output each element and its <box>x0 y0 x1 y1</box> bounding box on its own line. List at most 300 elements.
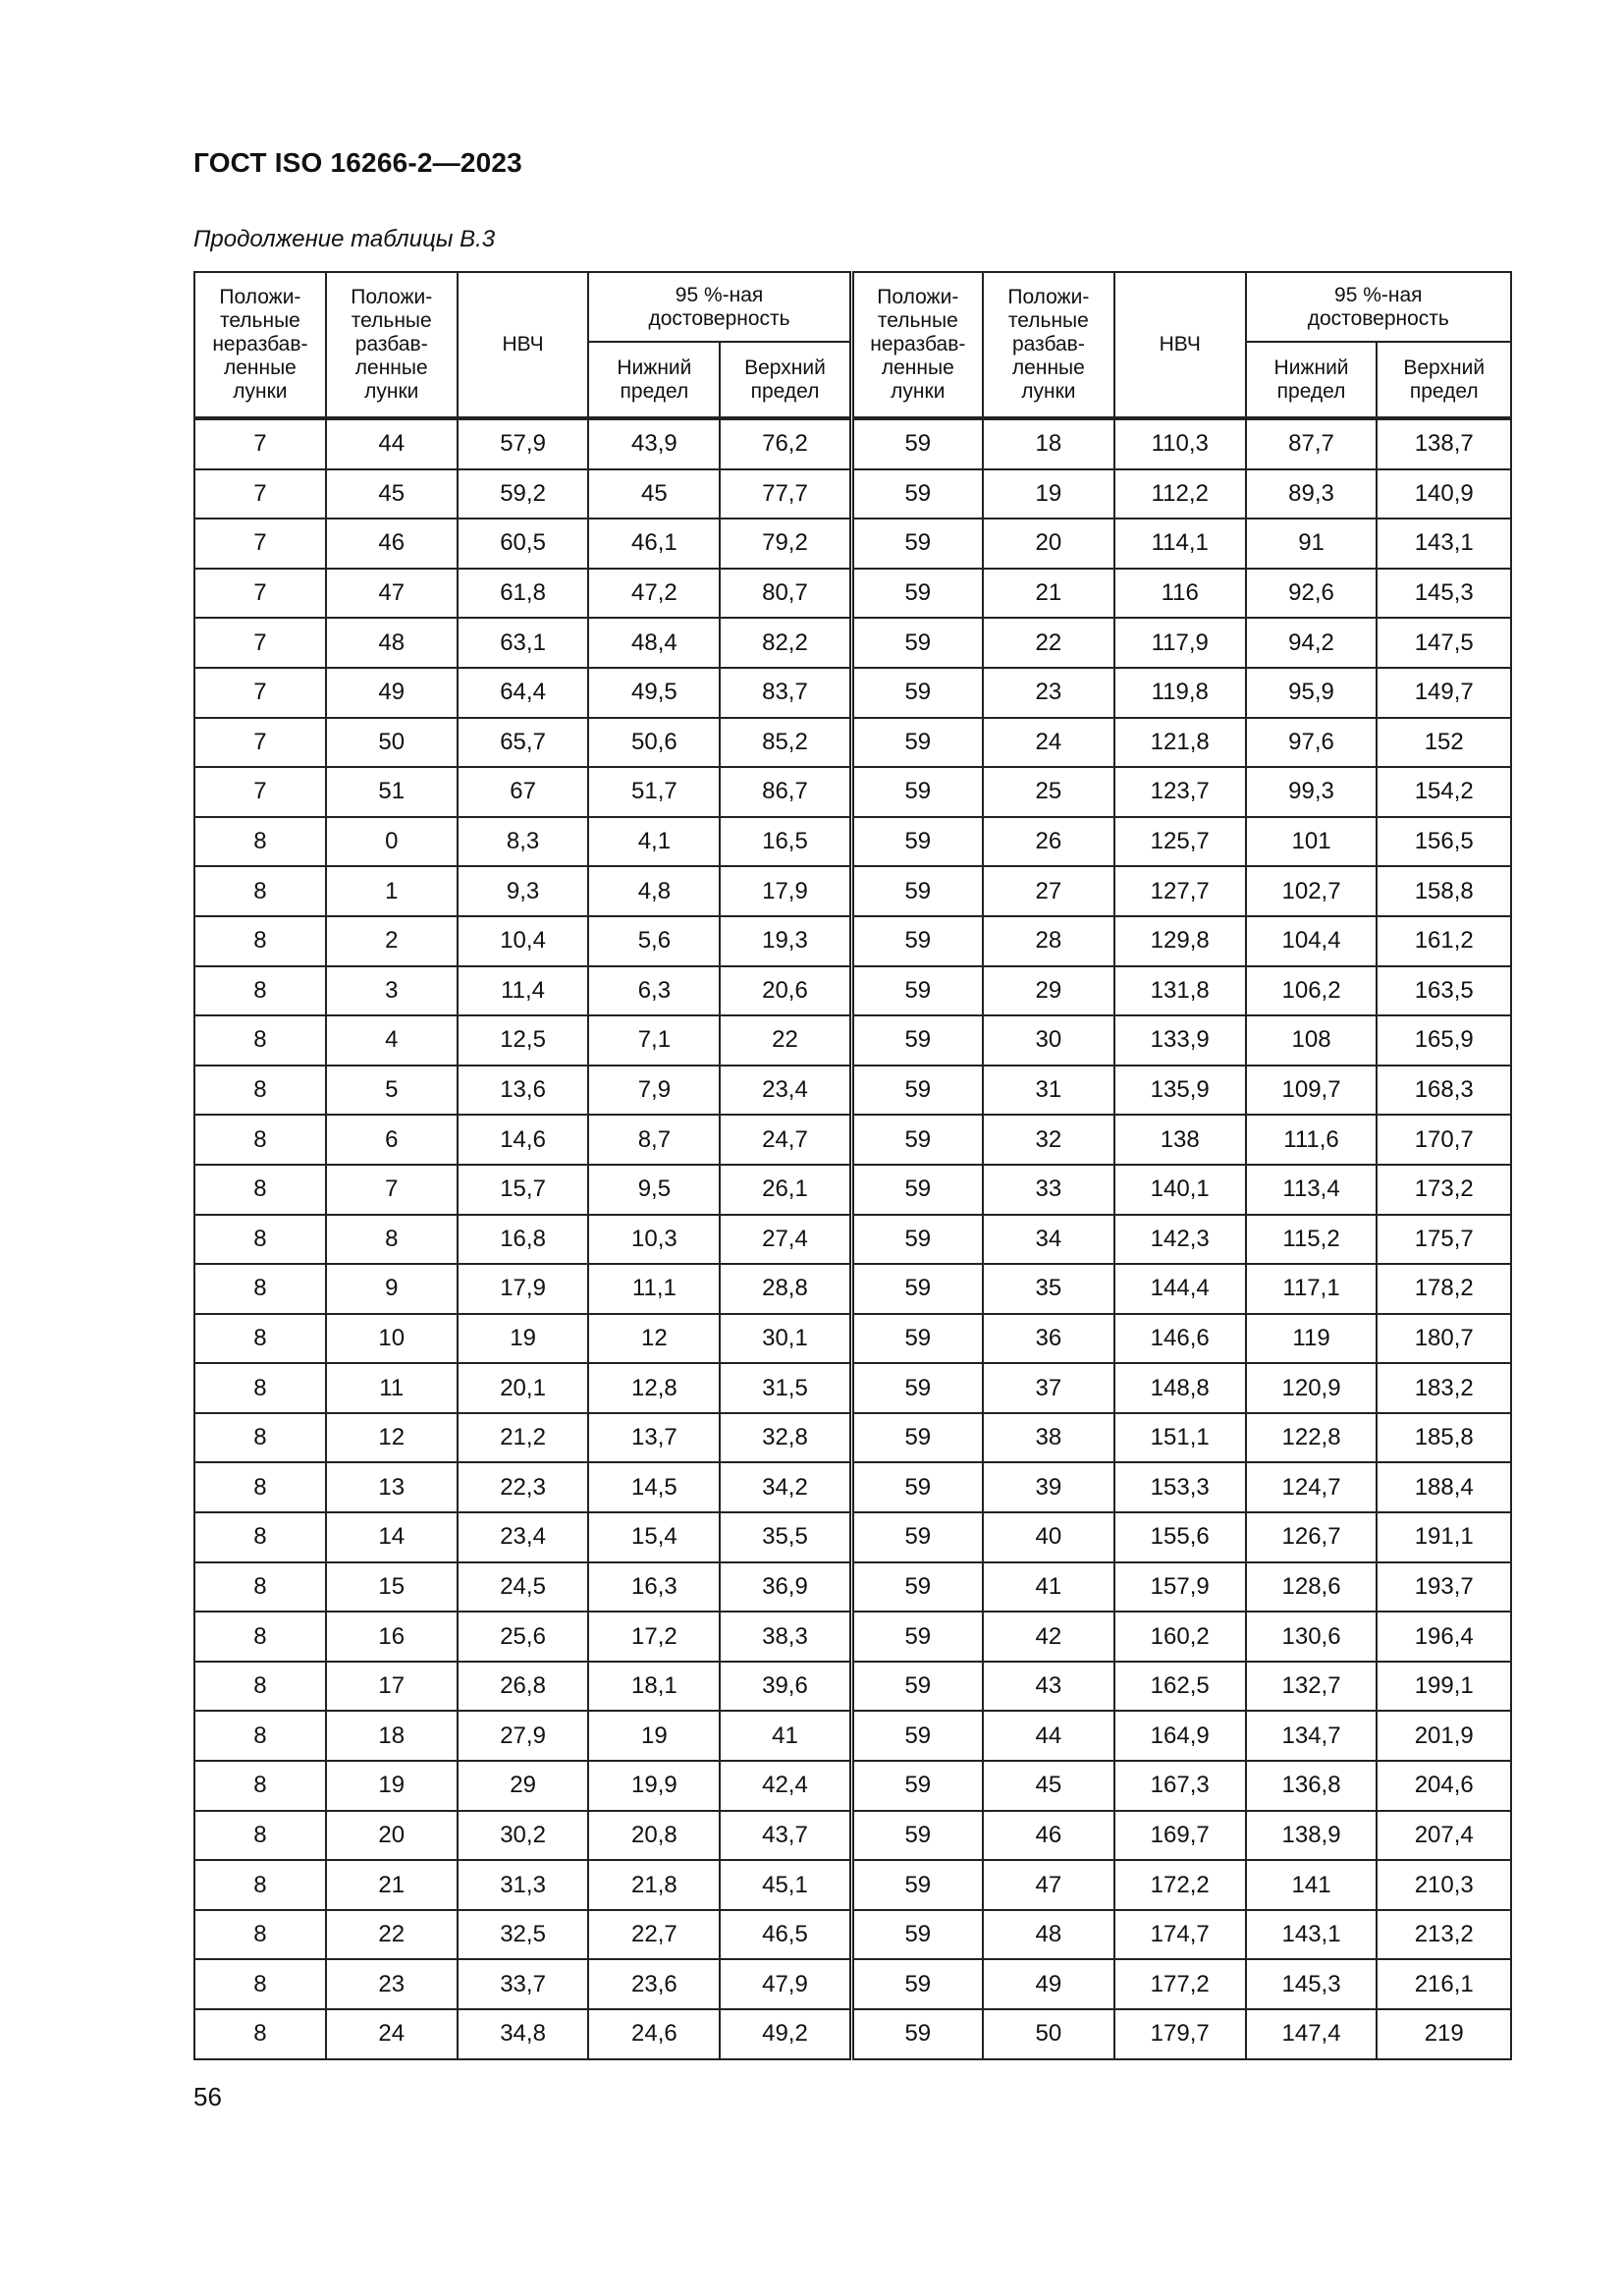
table-cell: 144,4 <box>1114 1264 1246 1314</box>
table-cell: 89,3 <box>1246 469 1378 519</box>
table-cell: 8 <box>194 1761 326 1811</box>
table-cell: 47 <box>326 569 458 619</box>
table-cell: 163,5 <box>1377 966 1511 1016</box>
table-cell: 32,5 <box>458 1910 589 1960</box>
table-cell: 59 <box>851 1910 983 1960</box>
table-cell: 8 <box>194 1215 326 1265</box>
table-cell: 45 <box>983 1761 1114 1811</box>
table-cell: 17,2 <box>588 1612 720 1662</box>
table-cell: 119,8 <box>1114 668 1246 718</box>
table-cell: 46 <box>326 519 458 569</box>
table-cell: 119 <box>1246 1314 1378 1364</box>
table-cell: 85,2 <box>720 718 851 768</box>
table-cell: 17,9 <box>720 866 851 916</box>
table-cell: 8 <box>194 866 326 916</box>
table-cell: 0 <box>326 817 458 867</box>
table-cell: 128,6 <box>1246 1562 1378 1613</box>
table-cell: 172,2 <box>1114 1860 1246 1910</box>
table-cell: 21,2 <box>458 1413 589 1463</box>
table-cell: 16 <box>326 1612 458 1662</box>
table-cell: 8 <box>194 1512 326 1562</box>
table-cell: 19 <box>588 1711 720 1761</box>
table-cell: 201,9 <box>1377 1711 1511 1761</box>
table-cell: 12,8 <box>588 1363 720 1413</box>
table-row <box>194 1811 1511 1861</box>
table-row <box>194 1910 1511 1960</box>
table-cell: 59 <box>851 668 983 718</box>
table-cell: 12 <box>588 1314 720 1364</box>
table-cell: 213,2 <box>1377 1910 1511 1960</box>
table-cell: 28 <box>983 916 1114 966</box>
table-row <box>194 817 1511 867</box>
table-cell: 67 <box>458 767 589 817</box>
table-cell: 193,7 <box>1377 1562 1511 1613</box>
table-cell: 47,2 <box>588 569 720 619</box>
table-caption: Продолжение таблицы В.3 <box>193 226 496 252</box>
table-cell: 59 <box>851 1314 983 1364</box>
table-cell: 188,4 <box>1377 1462 1511 1512</box>
table-cell: 8 <box>194 2009 326 2059</box>
table-cell: 19,3 <box>720 916 851 966</box>
table-cell: 117,1 <box>1246 1264 1378 1314</box>
table-cell: 4,1 <box>588 817 720 867</box>
table-cell: 61,8 <box>458 569 589 619</box>
table-cell: 24,7 <box>720 1115 851 1165</box>
table-cell: 7 <box>194 618 326 668</box>
table-cell: 24,5 <box>458 1562 589 1613</box>
table-cell: 8 <box>194 1662 326 1712</box>
table-body <box>194 418 1511 2059</box>
table-cell: 131,8 <box>1114 966 1246 1016</box>
table-cell: 59 <box>851 1711 983 1761</box>
table-cell: 16,5 <box>720 817 851 867</box>
table-cell: 31 <box>983 1066 1114 1116</box>
table-cell: 24 <box>983 718 1114 768</box>
table-cell: 59 <box>851 618 983 668</box>
table-cell: 13,7 <box>588 1413 720 1463</box>
table-cell: 8,7 <box>588 1115 720 1165</box>
header-positive-diluted-1: Положи- тельные разбав- ленные лунки <box>326 272 458 418</box>
table-cell: 27,9 <box>458 1711 589 1761</box>
table-cell: 19,9 <box>588 1761 720 1811</box>
table-cell: 59 <box>851 1165 983 1215</box>
table-cell: 32 <box>983 1115 1114 1165</box>
table-cell: 152 <box>1377 718 1511 768</box>
table-cell: 22,3 <box>458 1462 589 1512</box>
table-cell: 219 <box>1377 2009 1511 2059</box>
table-cell: 108 <box>1246 1015 1378 1066</box>
header-positive-diluted-2: Положи- тельные разбав- ленные лунки <box>983 272 1114 418</box>
table-cell: 207,4 <box>1377 1811 1511 1861</box>
table-cell: 7 <box>194 767 326 817</box>
table-cell: 59 <box>851 2009 983 2059</box>
table-cell: 132,7 <box>1246 1662 1378 1712</box>
table-cell: 43,9 <box>588 418 720 469</box>
table-cell: 15,7 <box>458 1165 589 1215</box>
table-cell: 101 <box>1246 817 1378 867</box>
table-cell: 59 <box>851 418 983 469</box>
table-cell: 3 <box>326 966 458 1016</box>
table-cell: 5,6 <box>588 916 720 966</box>
table-cell: 117,9 <box>1114 618 1246 668</box>
table-row <box>194 1115 1511 1165</box>
table-cell: 20 <box>983 519 1114 569</box>
table-cell: 33,7 <box>458 1959 589 2009</box>
table-cell: 165,9 <box>1377 1015 1511 1066</box>
table-cell: 196,4 <box>1377 1612 1511 1662</box>
table-cell: 59 <box>851 1363 983 1413</box>
table-cell: 59 <box>851 1215 983 1265</box>
table-cell: 20,8 <box>588 1811 720 1861</box>
table-cell: 27 <box>983 866 1114 916</box>
table-cell: 8 <box>194 1314 326 1364</box>
table-cell: 8 <box>326 1215 458 1265</box>
table-cell: 49 <box>326 668 458 718</box>
table-cell: 22,7 <box>588 1910 720 1960</box>
table-cell: 16,3 <box>588 1562 720 1613</box>
table-cell: 31,3 <box>458 1860 589 1910</box>
table-cell: 47 <box>983 1860 1114 1910</box>
table-row <box>194 1314 1511 1364</box>
table-cell: 120,9 <box>1246 1363 1378 1413</box>
table-cell: 18 <box>983 418 1114 469</box>
table-cell: 57,9 <box>458 418 589 469</box>
table-cell: 59 <box>851 1662 983 1712</box>
page-number: 56 <box>193 2082 222 2111</box>
table-row <box>194 1662 1511 1712</box>
table-cell: 59 <box>851 569 983 619</box>
table-cell: 12 <box>326 1413 458 1463</box>
table-cell: 29 <box>458 1761 589 1811</box>
table-cell: 91 <box>1246 519 1378 569</box>
table-row <box>194 1462 1511 1512</box>
table-cell: 18 <box>326 1711 458 1761</box>
table-row <box>194 418 1511 469</box>
table-cell: 64,4 <box>458 668 589 718</box>
table-cell: 142,3 <box>1114 1215 1246 1265</box>
table-cell: 49,5 <box>588 668 720 718</box>
table-cell: 23,6 <box>588 1959 720 2009</box>
table-cell: 44 <box>983 1711 1114 1761</box>
table-cell: 210,3 <box>1377 1860 1511 1910</box>
table-cell: 111,6 <box>1246 1115 1378 1165</box>
table-header <box>194 272 1511 418</box>
table-row <box>194 866 1511 916</box>
table-cell: 4,8 <box>588 866 720 916</box>
table-cell: 162,5 <box>1114 1662 1246 1712</box>
table-cell: 59,2 <box>458 469 589 519</box>
table-cell: 23,4 <box>720 1066 851 1116</box>
table-cell: 156,5 <box>1377 817 1511 867</box>
table-cell: 130,6 <box>1246 1612 1378 1662</box>
table-cell: 95,9 <box>1246 668 1378 718</box>
table-cell: 7 <box>194 668 326 718</box>
table-cell: 59 <box>851 1015 983 1066</box>
table-cell: 59 <box>851 1462 983 1512</box>
table-cell: 39,6 <box>720 1662 851 1712</box>
table-cell: 41 <box>983 1562 1114 1613</box>
table-cell: 50 <box>326 718 458 768</box>
header-upper-2: Верхний предел <box>1377 342 1511 418</box>
table-cell: 114,1 <box>1114 519 1246 569</box>
table-cell: 59 <box>851 1811 983 1861</box>
table-cell: 43 <box>983 1662 1114 1712</box>
table-cell: 8,3 <box>458 817 589 867</box>
table-cell: 25,6 <box>458 1612 589 1662</box>
table-cell: 153,3 <box>1114 1462 1246 1512</box>
table-cell: 34,2 <box>720 1462 851 1512</box>
table-cell: 35 <box>983 1264 1114 1314</box>
table-cell: 14 <box>326 1512 458 1562</box>
table-row <box>194 1264 1511 1314</box>
table-cell: 178,2 <box>1377 1264 1511 1314</box>
table-row <box>194 966 1511 1016</box>
table-cell: 6,3 <box>588 966 720 1016</box>
table-cell: 8 <box>194 1066 326 1116</box>
table-cell: 140,1 <box>1114 1165 1246 1215</box>
table-cell: 35,5 <box>720 1512 851 1562</box>
table-cell: 10,4 <box>458 916 589 966</box>
table-cell: 113,4 <box>1246 1165 1378 1215</box>
table-cell: 21 <box>983 569 1114 619</box>
header-confidence-2: 95 %-ная достоверность <box>1246 272 1511 342</box>
table-cell: 80,7 <box>720 569 851 619</box>
table-cell: 143,1 <box>1246 1910 1378 1960</box>
table-cell: 29 <box>983 966 1114 1016</box>
table-cell: 59 <box>851 817 983 867</box>
table-cell: 112,2 <box>1114 469 1246 519</box>
table-cell: 25 <box>983 767 1114 817</box>
table-cell: 10 <box>326 1314 458 1364</box>
table-cell: 14,6 <box>458 1115 589 1165</box>
table-row <box>194 519 1511 569</box>
header-positive-undiluted-2: Положи- тельные неразбав- ленные лунки <box>851 272 983 418</box>
table-cell: 20,6 <box>720 966 851 1016</box>
table-cell: 140,9 <box>1377 469 1511 519</box>
table-row <box>194 1215 1511 1265</box>
table-cell: 199,1 <box>1377 1662 1511 1712</box>
table-cell: 48 <box>983 1910 1114 1960</box>
table-cell: 59 <box>851 1761 983 1811</box>
table-cell: 155,6 <box>1114 1512 1246 1562</box>
table-cell: 65,7 <box>458 718 589 768</box>
table-cell: 30 <box>983 1015 1114 1066</box>
table-cell: 19 <box>983 469 1114 519</box>
table-cell: 87,7 <box>1246 418 1378 469</box>
table-row <box>194 469 1511 519</box>
table-cell: 123,7 <box>1114 767 1246 817</box>
table-cell: 1 <box>326 866 458 916</box>
table-cell: 59 <box>851 1413 983 1463</box>
table-cell: 47,9 <box>720 1959 851 2009</box>
table-cell: 115,2 <box>1246 1215 1378 1265</box>
table-cell: 154,2 <box>1377 767 1511 817</box>
table-row <box>194 668 1511 718</box>
document-code: ГОСТ ISO 16266-2—2023 <box>193 147 522 178</box>
table-row <box>194 1066 1511 1116</box>
table-row <box>194 1711 1511 1761</box>
header-upper-1: Верхний предел <box>720 342 851 418</box>
table-cell: 49,2 <box>720 2009 851 2059</box>
table-cell: 8 <box>194 1115 326 1165</box>
table-cell: 59 <box>851 1860 983 1910</box>
table-cell: 125,7 <box>1114 817 1246 867</box>
header-confidence-1: 95 %-ная достоверность <box>588 272 851 342</box>
table-cell: 59 <box>851 718 983 768</box>
table-cell: 22 <box>326 1910 458 1960</box>
table-cell: 5 <box>326 1066 458 1116</box>
table-cell: 59 <box>851 916 983 966</box>
table-cell: 9,5 <box>588 1165 720 1215</box>
table-cell: 104,4 <box>1246 916 1378 966</box>
table-cell: 82,2 <box>720 618 851 668</box>
table-cell: 51 <box>326 767 458 817</box>
table-cell: 94,2 <box>1246 618 1378 668</box>
table-cell: 46 <box>983 1811 1114 1861</box>
header-lower-2: Нижний предел <box>1246 342 1378 418</box>
table-cell: 8 <box>194 916 326 966</box>
table-cell: 44 <box>326 418 458 469</box>
table-row <box>194 1512 1511 1562</box>
table-cell: 11,1 <box>588 1264 720 1314</box>
table-cell: 22 <box>983 618 1114 668</box>
table-cell: 31,5 <box>720 1363 851 1413</box>
table-row <box>194 1761 1511 1811</box>
table-cell: 30,2 <box>458 1811 589 1861</box>
table-cell: 158,8 <box>1377 866 1511 916</box>
table-cell: 175,7 <box>1377 1215 1511 1265</box>
table-cell: 12,5 <box>458 1015 589 1066</box>
table-cell: 45 <box>326 469 458 519</box>
table-cell: 8 <box>194 1165 326 1215</box>
table-row <box>194 618 1511 668</box>
table-cell: 39 <box>983 1462 1114 1512</box>
table-cell: 147,4 <box>1246 2009 1378 2059</box>
table-row <box>194 1413 1511 1463</box>
table-cell: 59 <box>851 866 983 916</box>
table-cell: 21 <box>326 1860 458 1910</box>
table-cell: 63,1 <box>458 618 589 668</box>
table-cell: 147,5 <box>1377 618 1511 668</box>
table-cell: 136,8 <box>1246 1761 1378 1811</box>
table-cell: 8 <box>194 1462 326 1512</box>
table-cell: 7 <box>194 519 326 569</box>
table-cell: 7,1 <box>588 1015 720 1066</box>
table-cell: 7 <box>194 418 326 469</box>
table-cell: 168,3 <box>1377 1066 1511 1116</box>
table-cell: 26,1 <box>720 1165 851 1215</box>
table-cell: 41 <box>720 1711 851 1761</box>
table-cell: 49 <box>983 1959 1114 2009</box>
table-cell: 59 <box>851 1066 983 1116</box>
table-cell: 191,1 <box>1377 1512 1511 1562</box>
table-cell: 7,9 <box>588 1066 720 1116</box>
table-cell: 59 <box>851 1264 983 1314</box>
table-cell: 17 <box>326 1662 458 1712</box>
table-cell: 7 <box>194 718 326 768</box>
table-cell: 8 <box>194 1015 326 1066</box>
table-cell: 38 <box>983 1413 1114 1463</box>
table-cell: 28,8 <box>720 1264 851 1314</box>
table-cell: 109,7 <box>1246 1066 1378 1116</box>
table-cell: 59 <box>851 469 983 519</box>
table-cell: 76,2 <box>720 418 851 469</box>
table-cell: 24,6 <box>588 2009 720 2059</box>
table-cell: 167,3 <box>1114 1761 1246 1811</box>
table-cell: 6 <box>326 1115 458 1165</box>
table-cell: 15,4 <box>588 1512 720 1562</box>
table-row <box>194 2009 1511 2059</box>
table-cell: 122,8 <box>1246 1413 1378 1463</box>
table-cell: 59 <box>851 1512 983 1562</box>
table-cell: 10,3 <box>588 1215 720 1265</box>
table-cell: 48 <box>326 618 458 668</box>
table-cell: 48,4 <box>588 618 720 668</box>
table-cell: 7 <box>326 1165 458 1215</box>
table-row <box>194 1959 1511 2009</box>
table-cell: 124,7 <box>1246 1462 1378 1512</box>
table-cell: 60,5 <box>458 519 589 569</box>
table-cell: 157,9 <box>1114 1562 1246 1613</box>
table-cell: 8 <box>194 1860 326 1910</box>
table-cell: 22 <box>720 1015 851 1066</box>
table-cell: 23,4 <box>458 1512 589 1562</box>
table-cell: 134,7 <box>1246 1711 1378 1761</box>
table-cell: 126,7 <box>1246 1512 1378 1562</box>
table-cell: 30,1 <box>720 1314 851 1364</box>
table-cell: 42 <box>983 1612 1114 1662</box>
table-cell: 110,3 <box>1114 418 1246 469</box>
table-cell: 8 <box>194 1711 326 1761</box>
table-cell: 8 <box>194 817 326 867</box>
header-lower-1: Нижний предел <box>588 342 720 418</box>
table-cell: 145,3 <box>1246 1959 1378 2009</box>
table-cell: 36,9 <box>720 1562 851 1613</box>
table-cell: 141 <box>1246 1860 1378 1910</box>
table-cell: 133,9 <box>1114 1015 1246 1066</box>
table-cell: 92,6 <box>1246 569 1378 619</box>
table-cell: 145,3 <box>1377 569 1511 619</box>
table-cell: 160,2 <box>1114 1612 1246 1662</box>
table-row <box>194 916 1511 966</box>
table-cell: 106,2 <box>1246 966 1378 1016</box>
table-cell: 121,8 <box>1114 718 1246 768</box>
table-cell: 86,7 <box>720 767 851 817</box>
table-cell: 151,1 <box>1114 1413 1246 1463</box>
table-cell: 83,7 <box>720 668 851 718</box>
table-cell: 34,8 <box>458 2009 589 2059</box>
table-cell: 26 <box>983 817 1114 867</box>
table-cell: 27,4 <box>720 1215 851 1265</box>
table-cell: 216,1 <box>1377 1959 1511 2009</box>
table-cell: 20 <box>326 1811 458 1861</box>
results-table <box>193 271 1512 2060</box>
table-cell: 43,7 <box>720 1811 851 1861</box>
table-cell: 135,9 <box>1114 1066 1246 1116</box>
table-cell: 102,7 <box>1246 866 1378 916</box>
table-cell: 59 <box>851 1612 983 1662</box>
table-cell: 45 <box>588 469 720 519</box>
table-cell: 51,7 <box>588 767 720 817</box>
table-cell: 37 <box>983 1363 1114 1413</box>
table-cell: 32,8 <box>720 1413 851 1463</box>
table-cell: 8 <box>194 1959 326 2009</box>
table-cell: 177,2 <box>1114 1959 1246 2009</box>
table-cell: 33 <box>983 1165 1114 1215</box>
header-positive-undiluted-1: Положи- тельные неразбав- ленные лунки <box>194 272 326 418</box>
table-cell: 50 <box>983 2009 1114 2059</box>
table-row <box>194 767 1511 817</box>
